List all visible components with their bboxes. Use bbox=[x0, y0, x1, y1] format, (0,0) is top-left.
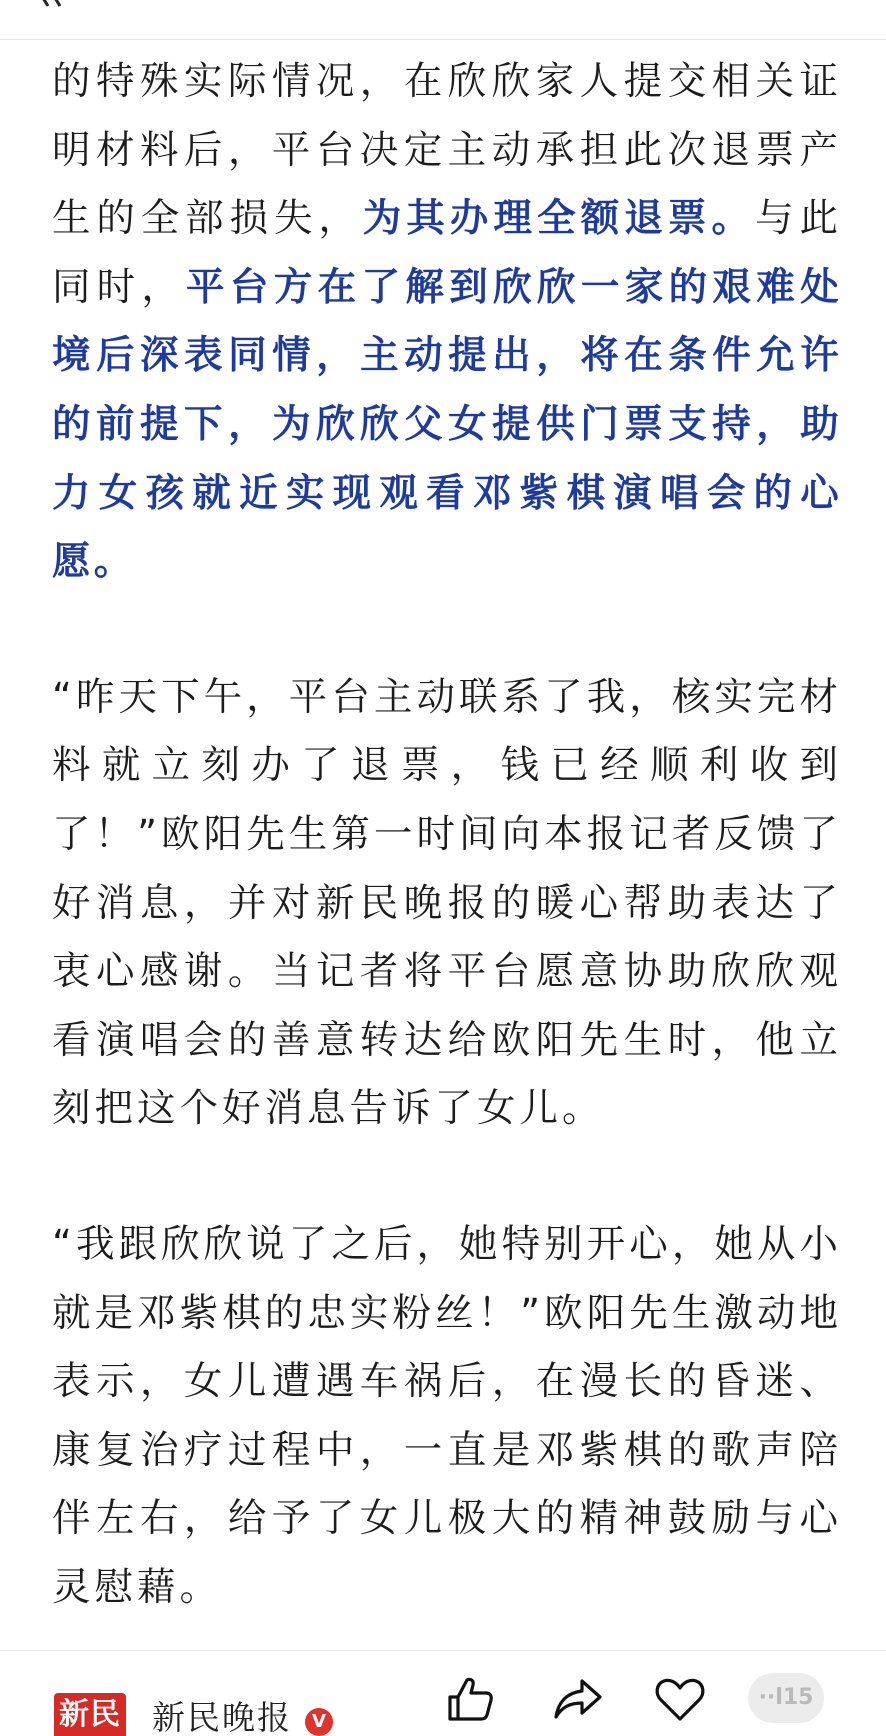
back-arrow-icon[interactable] bbox=[34, 0, 64, 10]
paragraph-1-highlight-b: 平台方在了解到欣欣一家的艰难处境后深表同情，主动提出，将在条件允许的前提下，为欣欣父女提供门票支持，助力女孩就近实现观看邓紫棋演唱会的心愿。 bbox=[52, 264, 842, 585]
share-button[interactable] bbox=[550, 1671, 606, 1727]
paragraph-1-text-b: 与此同时， bbox=[52, 196, 842, 310]
more-icon: ··l15 bbox=[748, 1673, 824, 1723]
publisher-logo[interactable]: 新民 bbox=[54, 1693, 126, 1736]
paragraph-1-text-a: 的特殊实际情况，在欣欣家人提交相关证明材料后，平台决定主动承担此次退票产生的全部损失， bbox=[52, 59, 842, 242]
paragraph-1-highlight-a: 为其办理全额退票。 bbox=[362, 196, 756, 242]
heart-icon bbox=[652, 1671, 708, 1727]
paragraph-3: “我跟欣欣说了之后，她特别开心，她从小就是邓紫棋的忠实粉丝！”欧阳先生激动地表示，女儿遭遇车祸后，在漫长的昏迷、康复治疗过程中，一直是邓紫棋的歌声陪伴左右，给予了女儿极大的精神鼓励与心灵慰藉。 bbox=[52, 1221, 842, 1610]
paragraph-1 bbox=[52, 48, 842, 597]
more-button[interactable] bbox=[748, 1673, 824, 1723]
publisher-name[interactable]: 新民晚报 bbox=[152, 1698, 292, 1736]
paragraph-2: “昨天下午，平台主动联系了我，核实完材料就立刻办了退票，钱已经顺利收到了！”欧阳先生第一时间向本报记者反馈了好消息，并对新民晚报的暖心帮助表达了衷心感谢。当记者将平台愿意协助欣欣观看演唱会的善意转达给欧阳先生时，他立刻把这个好消息告诉了女儿。 bbox=[52, 674, 842, 1132]
verified-badge-icon: V bbox=[305, 1708, 333, 1736]
share-icon bbox=[550, 1671, 606, 1727]
like-button[interactable] bbox=[442, 1671, 498, 1727]
top-bar bbox=[0, 0, 886, 40]
article-body bbox=[52, 48, 842, 1622]
favorite-button[interactable] bbox=[652, 1671, 708, 1727]
thumbs-up-icon bbox=[442, 1671, 498, 1727]
bottom-action-bar bbox=[0, 1650, 886, 1736]
